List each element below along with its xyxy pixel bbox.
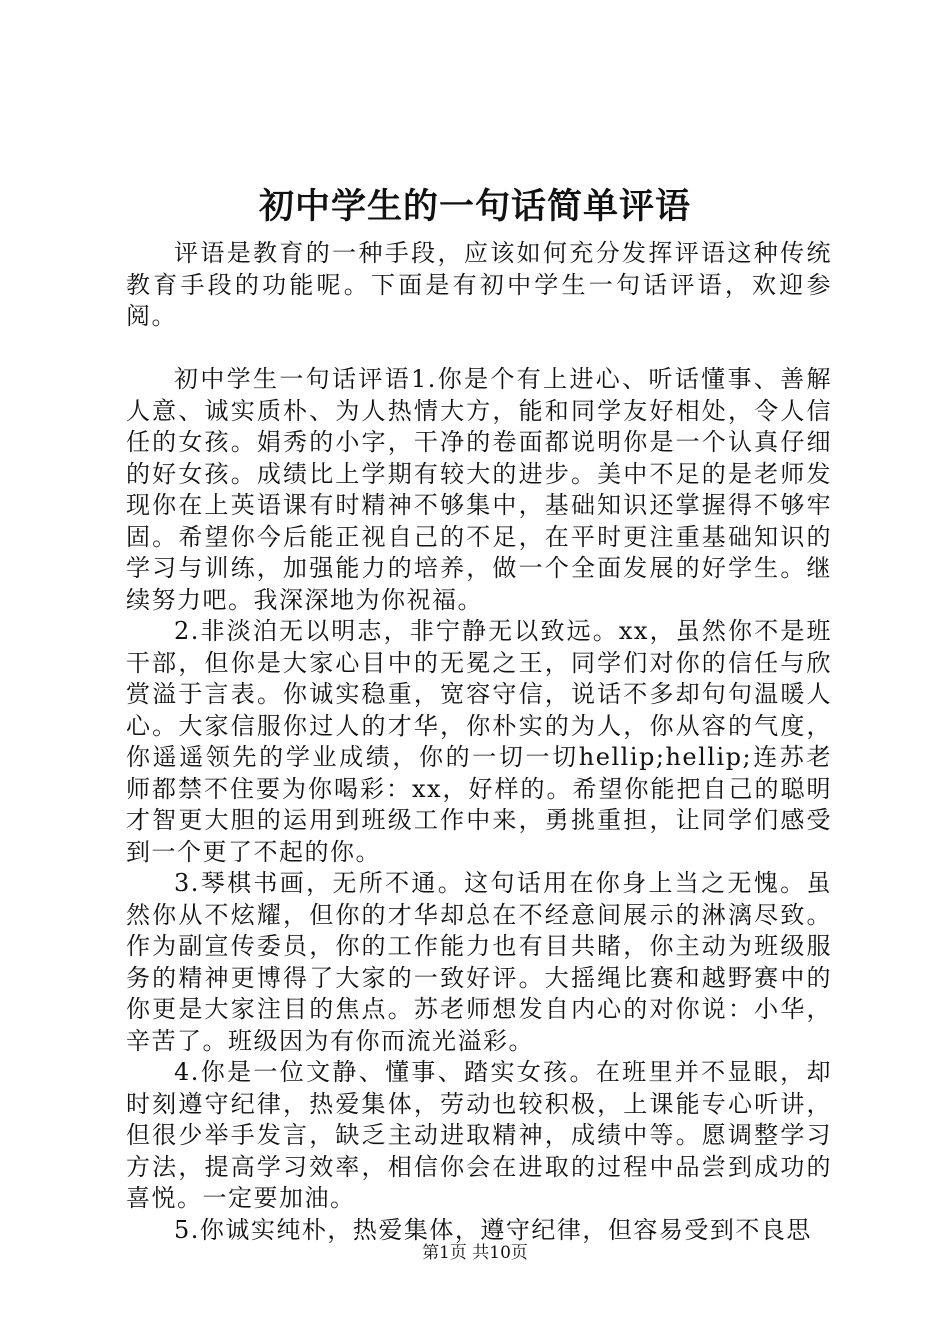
comment-paragraph-2: 2.非淡泊无以明志，非宁静无以致远。xx，虽然你不是班干部，但你是大家心目中的无冕之王，同学们对你的信任与欣赏溢于言表。你诚实稳重，宽容守信，说话不多却句句温暖人心。大家信服你过人的才华，你朴实的为人，你从容的气度，你遥遥领先的学业成绩，你的一切一切hellip;hellip;连苏老师都禁不住要为你喝彩：xx，好样的。希望你能把自己的聪明才智更大胆的运用到班级工作中来，勇挑重担，让同学们感受到一个更了不起的你。 [126,617,832,866]
document-title: 初中学生的一句话简单评语 [258,186,691,227]
comment-paragraph-1: 初中学生一句话评语1.你是个有上进心、听话懂事、善解人意、诚实质朴、为人热情大方，能和同学友好相处，令人信任的女孩。娟秀的小字，干净的卷面都说明你是一个认真仔细的好女孩。成绩比上学期有较大的进步。美中不足的是老师发现你在上英语课有时精神不够集中，基础知识还掌握得不够牢固。希望你今后能正视自己的不足，在平时更注重基础知识的学习与训练，加强能力的培养，做一个全面发展的好学生。继续努力吧。我深深地为你祝福。 [126,365,832,614]
comment-paragraph-4: 4.你是一位文静、懂事、踏实女孩。在班里并不显眼，却时刻遵守纪律，热爱集体，劳动也较积极，上课能专心听讲，但很少举手发言，缺乏主动进取精神，成绩中等。愿调整学习方法，提高学习效率，相信你会在进取的过程中品尝到成功的喜悦。一定要加油。 [126,1058,832,1212]
page-footer: 第1页 共10页 [422,1243,528,1263]
intro-paragraph: 评语是教育的一种手段，应该如何充分发挥评语这种传统教育手段的功能呢。下面是有初中学生一句话评语，欢迎参阅。 [126,239,832,330]
comment-paragraph-3: 3.琴棋书画，无所不通。这句话用在你身上当之无愧。虽然你从不炫耀，但你的才华却总在不经意间展示的淋漓尽致。作为副宣传委员，你的工作能力也有目共睹，你主动为班级服务的精神更博得了大家的一致好评。大摇绳比赛和越野赛中的你更是大家注目的焦点。苏老师想发自内心的对你说：小华，辛苦了。班级因为有你而流光溢彩。 [126,869,832,1055]
document-body [126,238,832,1246]
comment-paragraph-5: 5.你诚实纯朴，热爱集体，遵守纪律，但容易受到不良思 [174,1215,812,1244]
